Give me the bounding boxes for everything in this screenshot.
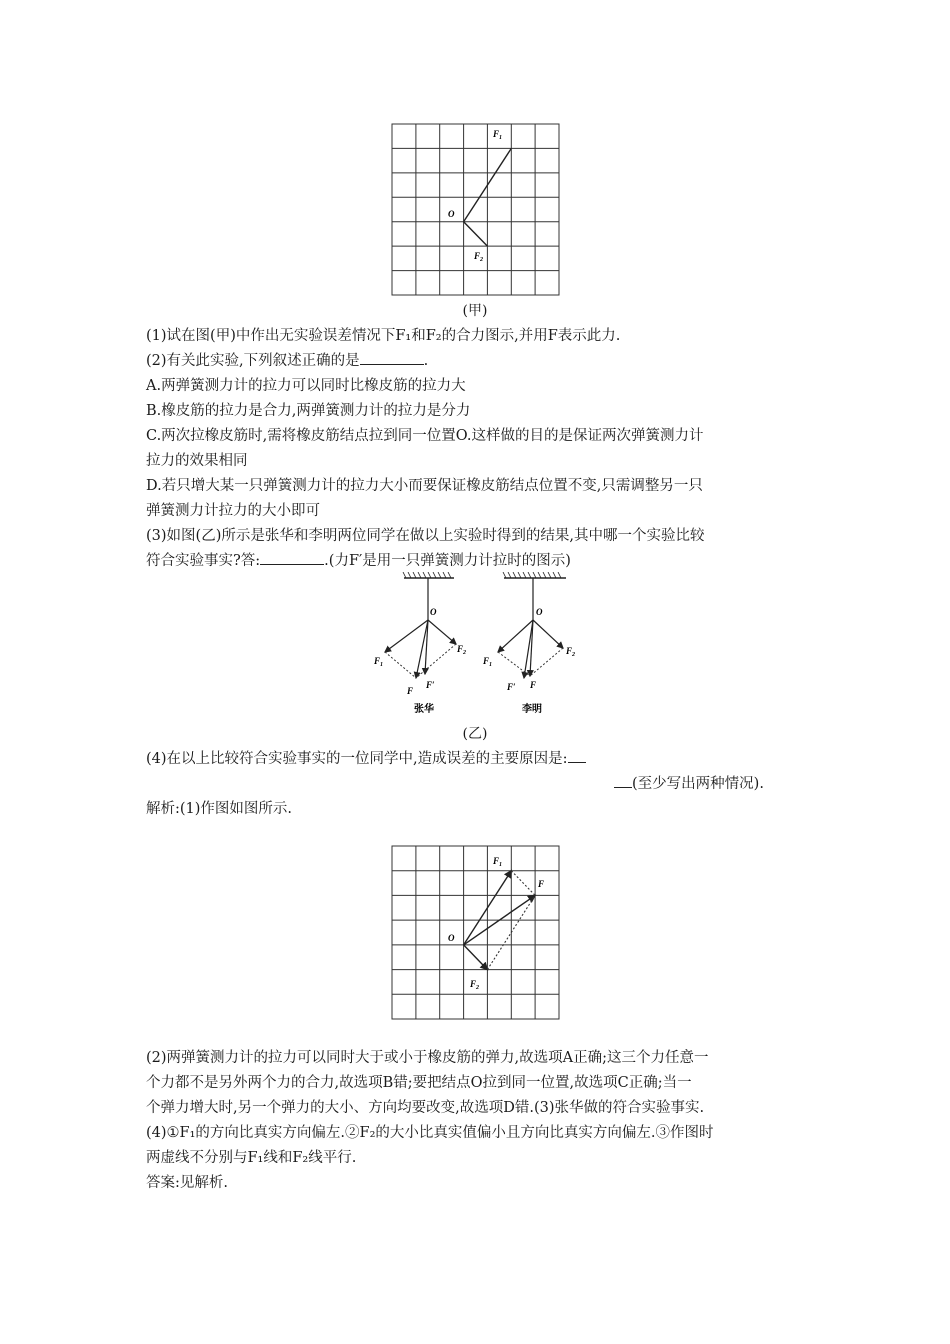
question-3-line2: 符合实验事实?答: .(力F′是用一只弹簧测力计拉时的图示) — [146, 550, 571, 572]
liming-diagram — [482, 572, 575, 715]
lm-fprime-label: F′ — [507, 682, 516, 692]
question-2: (2)有关此实验,下列叙述正确的是 . — [146, 350, 428, 372]
zh-f1-label: $F_1$ — [374, 656, 384, 668]
lm-f1-label: $F_1$ — [483, 656, 493, 668]
analysis-p4-line2: 两虚线不分别与F₁线和F₂线平行. — [146, 1150, 357, 1166]
lm-o-label: O — [536, 607, 543, 617]
figure-jia-caption: (甲) — [462, 303, 488, 319]
zh-o-label: O — [430, 607, 437, 617]
answer-blank-3[interactable] — [260, 550, 324, 565]
analysis-p2-line1: (2)两弹簧测力计的拉力可以同时大于或小于橡皮筋的弹力,故选项A正确;这三个力任意一 — [146, 1050, 709, 1066]
lm-f2-label: $F_2$ — [566, 646, 576, 658]
option-b: B.橡皮筋的拉力是合力,两弹簧测力计的拉力是分力 — [146, 403, 471, 419]
zh-f2-label: $F_2$ — [457, 644, 467, 656]
question-3-line1: (3)如图(乙)所示是张华和李明两位同学在做以上实验时得到的结果,其中哪一个实验比较 — [146, 528, 705, 544]
option-a: A.两弹簧测力计的拉力可以同时比橡皮筋的拉力大 — [146, 378, 466, 394]
f2-label: $F_2$ — [474, 251, 484, 263]
solution-f-label: F — [538, 879, 545, 889]
analysis-intro: 解析:(1)作图如图所示. — [146, 801, 293, 817]
force-f2-line — [464, 222, 488, 246]
option-d-line1: D.若只增大某一只弹簧测力计的拉力大小而要保证橡皮筋结点位置不变,只需调整另一只 — [146, 478, 703, 494]
answer-blank-4a[interactable] — [568, 748, 586, 763]
option-c-line2: 拉力的效果相同 — [146, 453, 248, 469]
liming-name: 李明 — [522, 704, 542, 715]
figure-jia — [390, 122, 562, 298]
question-4-line1: (4)在以上比较符合实验事实的一位同学中,造成误差的主要原因是: — [146, 748, 586, 770]
answer-line: 答案:见解析. — [146, 1175, 228, 1191]
figure-solution — [390, 844, 562, 1022]
solution-f1-label: $F_1$ — [493, 856, 503, 868]
question-1: (1)试在图(甲)中作出无实验误差情况下F₁和F₂的合力图示,并用F表示此力. — [146, 328, 621, 344]
zh-fprime-label: F′ — [426, 680, 435, 690]
zhanghua-diagram — [373, 572, 466, 715]
option-d-line2: 弹簧测力计拉力的大小即可 — [146, 503, 320, 519]
solution-o-label: O — [448, 933, 455, 943]
answer-blank-4b[interactable] — [614, 773, 632, 788]
option-c-line1: C.两次拉橡皮筋时,需将橡皮筋结点拉到同一位置O.这样做的目的是保证两次弹簧测力计 — [146, 428, 704, 444]
origin-label: O — [448, 209, 455, 219]
analysis-p2-line3: 个弹力增大时,另一个弹力的大小、方向均要改变,故选项D错.(3)张华做的符合实验事实. — [146, 1100, 705, 1116]
analysis-p2-line2: 个力都不是另外两个力的合力,故选项B错;要把结点O拉到同一位置,故选项C正确;当一 — [146, 1075, 692, 1091]
analysis-p4-line1: (4)①F₁的方向比真实方向偏左.②F₂的大小比真实值偏小且方向比真实方向偏左.③作图时 — [146, 1125, 714, 1141]
f1-label: $F_1$ — [493, 129, 503, 141]
figure-yi-caption: (乙) — [462, 726, 488, 742]
zh-f-label: F — [407, 686, 414, 696]
answer-blank-2[interactable] — [360, 350, 424, 365]
solution-f2-label: $F_2$ — [470, 979, 480, 991]
lm-f-label: F — [530, 680, 537, 690]
solution-f2-line — [464, 945, 488, 970]
zhanghua-name: 张华 — [414, 704, 434, 715]
question-4-line2: (至少写出两种情况). — [614, 773, 764, 795]
figure-yi — [370, 572, 590, 722]
